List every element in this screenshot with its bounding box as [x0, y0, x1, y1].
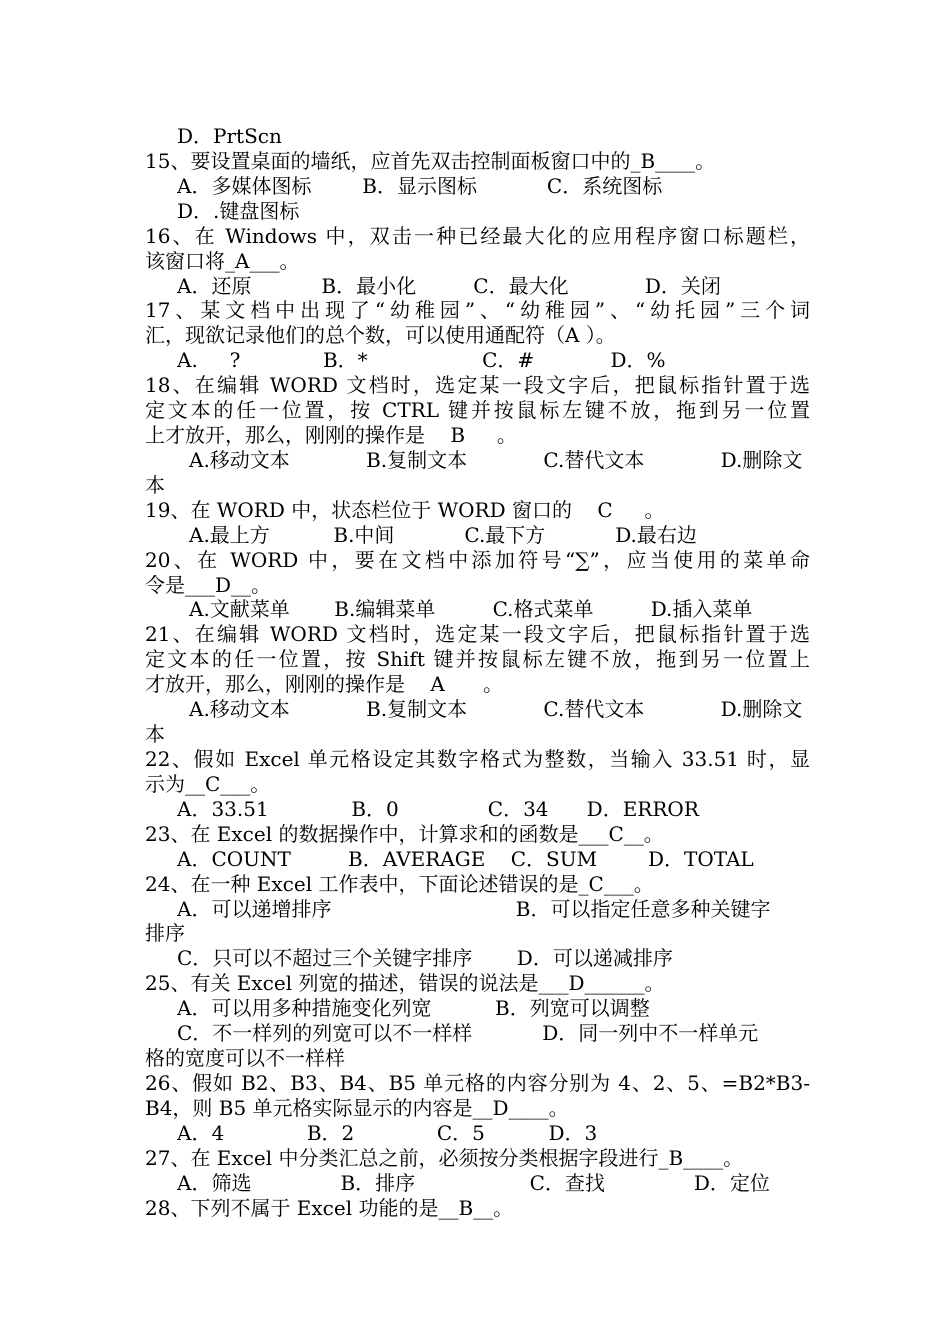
text-line: D．PrtScn: [177, 124, 282, 148]
text-line: D．.键盘图标: [177, 198, 300, 223]
text-line: A．可以递增排序 B．可以指定任意多种关键字: [177, 896, 771, 921]
text-line: A．可以用多种措施变化列宽 B．列宽可以调整: [177, 996, 650, 1021]
text-line: A．多媒体图标 B．显示图标 C．系统图标: [177, 173, 663, 198]
text-line: 22、假如 Excel 单元格设定其数字格式为整数，当输入 33.51 时，显: [145, 747, 810, 771]
text-line: A.移动文本 B.复制文本 C.替代文本 D.删除文: [189, 697, 803, 722]
text-line: 该窗口将_A___。: [145, 248, 300, 273]
text-line: 上才放开，那么，刚刚的操作是 B 。: [145, 423, 517, 448]
text-line: A．33.51 B．0 C．34 D．ERROR: [177, 796, 699, 821]
text-line: A．4 B．2 C．5 D．3: [177, 1120, 598, 1145]
text-line: A．还原 B．最小化 C．最大化 D．关闭: [177, 273, 721, 298]
text-line: A．COUNT B．AVERAGE C．SUM D．TOTAL: [177, 846, 754, 871]
text-line: 20、在 WORD 中，要在文档中添加符号“∑”，应当使用的菜单命: [145, 547, 810, 572]
text-line: 才放开，那么，刚刚的操作是 A 。: [145, 672, 504, 697]
text-line: 17、某文档中出现了“幼稚园”、“幼稚园”、“幼托园”三个词: [145, 298, 810, 323]
text-line: 令是___D__。: [145, 572, 272, 597]
text-line: 19、在 WORD 中，状态栏位于 WORD 窗口的 C 。: [145, 497, 665, 522]
text-line: 本: [145, 472, 165, 497]
text-line: 25、有关 Excel 列宽的描述，错误的说法是___D______。: [145, 971, 665, 996]
text-line: A.最上方 B.中间 C.最下方 D.最右边: [189, 522, 697, 547]
text-line: 本: [145, 722, 165, 747]
text-line: 格的宽度可以不一样样: [145, 1046, 345, 1071]
text-line: 定文本的任一位置，按 Shift 键并按鼠标左键不放，拖到另一位置上: [145, 647, 810, 672]
text-line: 定文本的任一位置，按 CTRL 键并按鼠标左键不放，拖到另一位置: [145, 398, 810, 423]
text-line: 27、在 Excel 中分类汇总之前，必须按分类根据字段进行_B____。: [145, 1145, 744, 1170]
text-line: 示为__C___。: [145, 771, 271, 796]
text-line: 21、在编辑 WORD 文档时，选定某一段文字后，把鼠标指针置于选: [145, 622, 810, 647]
text-line: 24、在一种 Excel 工作表中，下面论述错误的是_C___。: [145, 871, 654, 896]
text-line: 排序: [145, 921, 185, 946]
text-line: A．筛选 B．排序 C．查找 D．定位: [177, 1170, 770, 1195]
text-line: 18、在编辑 WORD 文档时，选定某一段文字后，把鼠标指针置于选: [145, 373, 810, 398]
text-line: 23、在 Excel 的数据操作中，计算求和的函数是___C__。: [145, 821, 664, 846]
text-line: A.移动文本 B.复制文本 C.替代文本 D.删除文: [189, 447, 803, 472]
text-line: A. ? B．* C．# D．%: [177, 348, 666, 373]
text-line: B4，则 B5 单元格实际显示的内容是__D____。: [145, 1095, 569, 1120]
text-line: 15、要设置桌面的墙纸，应首先双击控制面板窗口中的_B____。: [145, 148, 716, 173]
text-line: A.文献菜单 B.编辑菜单 C.格式菜单 D.插入菜单: [189, 597, 753, 622]
text-line: 28、下列不属于 Excel 功能的是__B__。: [145, 1195, 514, 1220]
text-line: 汇，现欲记录他们的总个数，可以使用通配符（A ）。: [145, 323, 616, 348]
text-line: C．不一样列的列宽可以不一样样 D．同一列中不一样单元: [177, 1021, 759, 1046]
text-line: 16、在 Windows 中，双击一种已经最大化的应用程序窗口标题栏，: [145, 223, 810, 248]
text-line: C．只可以不超过三个关键字排序 D．可以递减排序: [177, 946, 673, 971]
text-line: 26、假如 B2、B3、B4、B5 单元格的内容分别为 4、2、5、=B2*B3-: [145, 1070, 810, 1095]
